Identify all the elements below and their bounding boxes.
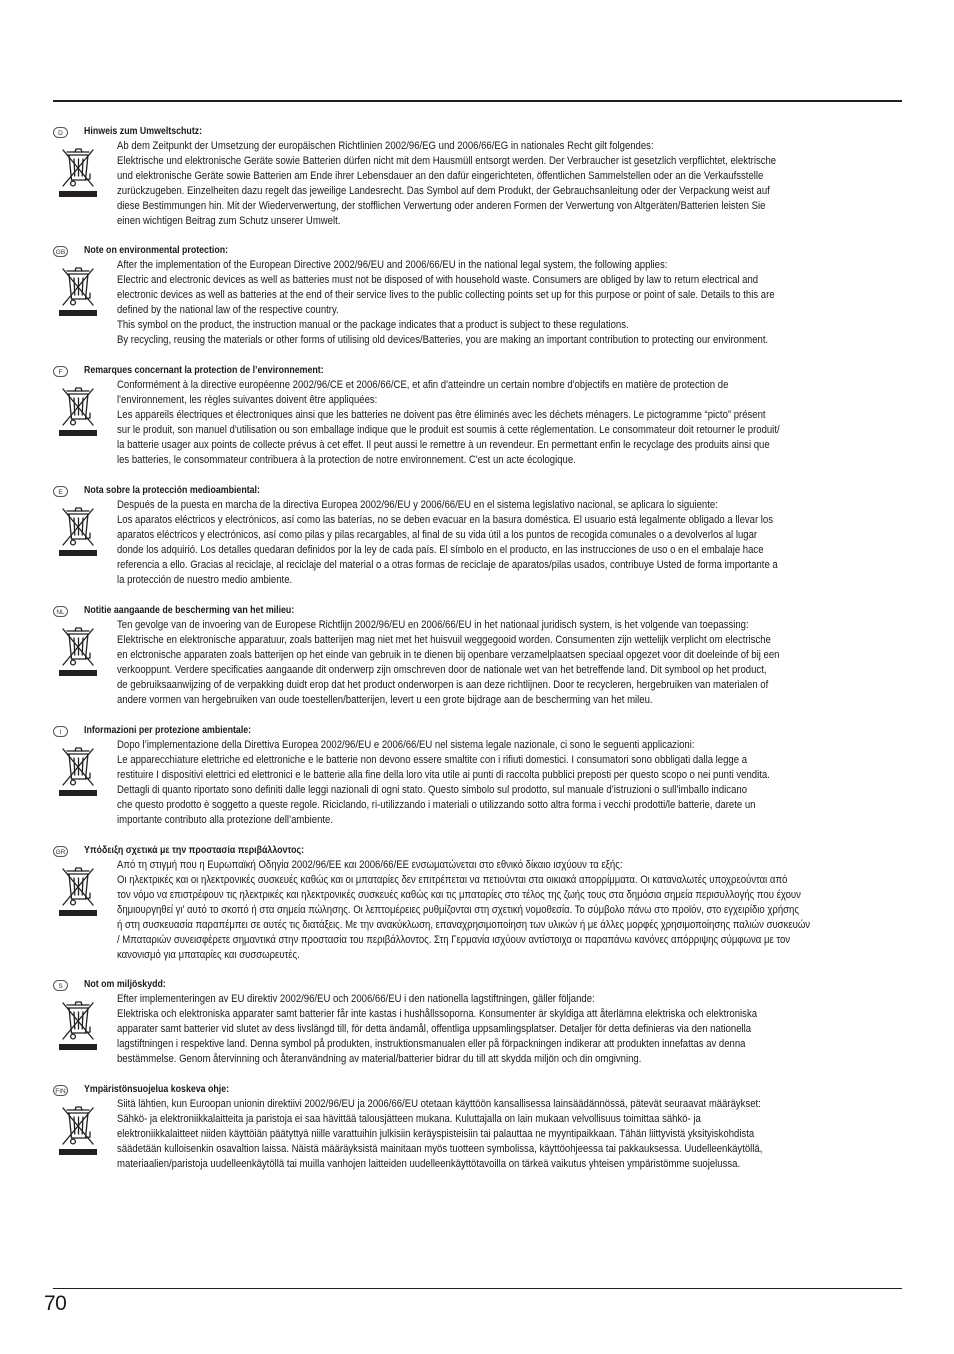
section-body — [117, 258, 904, 348]
crossed-out-wheelie-bin-icon — [58, 863, 98, 919]
language-code-badge: S — [53, 980, 68, 991]
body-line: einen wichtigen Beitrag zum Schutz unserer Umwelt. — [117, 215, 341, 227]
crossed-out-wheelie-bin-icon — [58, 263, 98, 319]
crossed-out-wheelie-bin-icon — [58, 1102, 98, 1158]
body-line: lagstiftningen i respektive land. Denna symbol på produkten, instruktionsmanualen eller på förpackningen indikerar att produkten innefattas av denna — [117, 1038, 746, 1050]
section-heading: Informazioni per protezione ambientale: — [84, 724, 252, 736]
body-line: Efter implementeringen av EU direktiv 2002/96/EU och 2006/66/EU i den nationella lagstiftningen, gäller följande: — [117, 993, 595, 1005]
body-line: bestämmelse. Genom återvinning och återanvändning av material/batterier bidrar du till att skydda miljön och din omgivning. — [117, 1053, 642, 1065]
top-rule — [53, 100, 902, 102]
body-line: importante contributo alla protezione dell’ambiente. — [117, 814, 334, 826]
body-line: Siitä lähtien, kun Euroopan unionin direktiivi 2002/96/EU ja 2006/66/EU otetaan käyttöön kansallisessa lainsäädännössä, pätevät seuraavat määräykset: — [117, 1098, 761, 1110]
body-line: elektroniikkalaitteet niiden käyttöiän päätyttyä niille varattuihin julkisiin keräyspisteisiin tai palauttaa ne myyntipaikkaan. Tähän liittyvistä yksityiskohdista — [117, 1128, 755, 1140]
language-code-badge: D — [53, 127, 68, 138]
body-line: defined by the national law of the respective country. — [117, 304, 339, 316]
body-line: che questo prodotto è soggetto a queste regole. Riciclando, ri-utilizzando i materiali o utilizzando sotto altra forma i vecchi prodotti/le batterie, darete un — [117, 799, 756, 811]
body-line: / Μπαταριών συνεισφέρετε σημαντικά στην προστασία του περιβάλλοντος. Στη Γερμανία ισχύουν αντίστοιχα οι παραπάνω κανόνες απόρριψης σύμφωνα με τον — [117, 934, 791, 946]
body-line: sur le produit, son manuel d'utilisation ou son emballage indique que le produit est soumis à cette réglementation. Le consommateur doit retourner le produit/ — [117, 424, 780, 436]
body-line: δημιουργηθεί γι' αυτό το σκοπό ή στα σημεία πώλησης. Οι λεπτομέρειες ρυθμίζονται στη σχετική νομοθεσία. Το σύμβολο πάνω στο προϊόν, στο εγχειρίδιο χρήσης — [117, 904, 799, 916]
body-line: und elektronische Geräte sowie Batterien am Ende ihrer Lebensdauer an den dafür eingerichteten, öffentlichen Sammelstellen oder an die Verkaufsstelle — [117, 170, 764, 182]
body-line: Después de la puesta en marcha de la directiva Europea 2002/96/EU y 2006/66/EU en el sistema legislativo nacional, se aplicara lo siguiente: — [117, 499, 718, 511]
crossed-out-wheelie-bin-icon — [58, 503, 98, 559]
body-line: By recycling, reusing the materials or other forms of utilising old devices/Batteries, you are making an important contribution to protecting our environment. — [117, 334, 769, 346]
body-line: Elektriska och elektroniska apparater samt batterier får inte kastas i hushållssoporna. Konsumenter är skyldiga att återlämna elektriska och elektroniska — [117, 1008, 758, 1020]
section-heading: Nota sobre la protección medioambiental: — [84, 484, 260, 496]
body-line: This symbol on the product, the instruction manual or the package indicates that a product is subject to these regulations. — [117, 319, 629, 331]
body-line: andere vormen van hergebruiken van oude toestellen/batterijen, levert u een grote bijdrage aan de bescherming van het mileu. — [117, 694, 653, 706]
body-line: Le apparecchiature elettriche ed elettroniche e le batterie non devono essere smaltite con i rifiuti domestici. I consumatori sono obbligati dalla legge a — [117, 754, 748, 766]
body-line: aparatos eléctricos y electrónicos, así como pilas y pilas recargables, al final de su vida útil a los puntos de recogida comunales o a devolverlos al lugar — [117, 529, 758, 541]
section-body — [117, 378, 904, 468]
body-line: After the implementation of the European Directive 2002/96/EU and 2006/66/EU in the national legal system, the following applies: — [117, 259, 668, 271]
body-line: Sähkö- ja elektroniikkalaitteita ja paristoja ei saa hävittää talousjätteen mukana. Kuluttajalla on lain mukaan velvollisuus toimittaa sähkö- ja — [117, 1113, 701, 1125]
crossed-out-wheelie-bin-icon — [58, 743, 98, 799]
body-line: Dopo l’implementazione della Direttiva Europea 2002/96/EU e 2006/66/EU nel sistema legale nazionale, ci sono le seguenti applicazioni: — [117, 739, 695, 751]
body-line: donde los adquirió. Los detalles quedaran definidos por la ley de cada país. El símbolo en el producto, en las instrucciones de uso o en el embalaje hace — [117, 544, 764, 556]
body-line: electronic devices as well as batteries at the end of their service lives to the public collecting points set up for this purpose or point of sale. Details to this are — [117, 289, 775, 301]
body-line: Ab dem Zeitpunkt der Umsetzung der europäischen Richtlinien 2002/96/EG und 2006/66/EG in nationales Recht gilt folgendes: — [117, 140, 654, 152]
body-line: τον νόμο να επιστρέφουν τις ηλεκτρικές και ηλεκτρονικές συσκευές καθώς και τις μπαταρίες στο τέλος της ζωής τους στα δημόσια σημεία περισυλλογής που έχουν — [117, 889, 801, 901]
bottom-rule — [53, 1288, 902, 1289]
language-code-badge: NL — [53, 606, 68, 617]
section-body — [117, 139, 904, 229]
language-code-badge: F — [53, 366, 68, 377]
body-line: Elektrische und elektronische Geräte sowie Batterien dürfen nicht mit dem Hausmüll entsorgt werden. Der Verbraucher ist gesetzlich verpflichtet, elektrische — [117, 155, 777, 167]
language-code-badge: I — [53, 726, 68, 737]
crossed-out-wheelie-bin-icon — [58, 623, 98, 679]
body-line: diese Bestimmungen hin. Mit der Wiederverwertung, der stofflichen Verwertung oder anderen Formen der Verwertung von Altgeräten/Batterien leisten Sie — [117, 200, 766, 212]
page-number: 70 — [44, 1292, 67, 1315]
body-line: säädetään kulloisenkin osavaltion laissa. Näistä määräyksistä mainitaan myös tuotteen symbolissa, käyttöohjeessa tai pakkauksessa. Uudelleenkäytöllä, — [117, 1143, 763, 1155]
body-line: ή στη συσκευασία παραπέμπει σε αυτές τις διατάξεις. Με την ανακύκλωση, επαναχρησιμοποίηση των υλικών ή με άλλες μορφές χρησιμοποίησης παλιών συσκευών — [117, 919, 811, 931]
body-line: zurückzugeben. Einzelheiten dazu regelt das jeweilige Landesrecht. Das Symbol auf dem Produkt, der Gebrauchsanleitung oder der Verpackung weist auf — [117, 185, 770, 197]
section-body — [117, 858, 904, 963]
language-code-badge: GB — [53, 246, 68, 257]
section-heading: Note on environmental protection: — [84, 244, 229, 256]
body-line: apparater samt batterier vid slutet av dess livslängd till, för detta ändamål, offentliga uppsamlingsplatser. Detaljer för detta definieras via den nationella — [117, 1023, 752, 1035]
section-heading: Υπόδειξη σχετικά με την προστασία περιβάλλοντος: — [84, 844, 305, 856]
body-line: referencia a ello. Gracias al reciclaje, al reciclaje del material o a otras formas de reciclaje de aparatos/pilas usados, contribuye Usted de forma importante a — [117, 559, 778, 571]
crossed-out-wheelie-bin-icon — [58, 383, 98, 439]
body-line: Elektrische en elektronische apparatuur, zoals batterijen mag niet met het huisvuil weggegooid worden. Consumenten zijn wettelijk verplicht om electrische — [117, 634, 771, 646]
body-line: l'environnement, les règles suivantes doivent être appliquées: — [117, 394, 378, 406]
body-line: Από τη στιγμή που η Ευρωπαϊκή Οδηγία 2002/96/ΕΕ και 2006/66/ΕΕ ενσωματώνεται στο εθνικό δίκαιο ισχύουν τα εξής: — [117, 859, 623, 871]
body-line: de gebruiksaanwijzing of de verpakking duidt erop dat het product onderworpen is aan deze richtlijnen. Door te recycleren, hergebruiken van materialen of — [117, 679, 769, 691]
crossed-out-wheelie-bin-icon — [58, 997, 98, 1053]
body-line: Conformément à la directive européenne 2002/96/CE et 2006/66/CE, et afin d'atteindre un certain nombre d'objectifs en matière de protection de — [117, 379, 729, 391]
body-line: Los aparatos eléctricos y electrónicos, así como las baterías, no se deben evacuar en la basura doméstica. El usuario está legalmente obligado a llevar los — [117, 514, 774, 526]
crossed-out-wheelie-bin-icon — [58, 144, 98, 200]
body-line: κανονισμό για μπαταρίες και συσσωρευτές. — [117, 949, 300, 961]
body-line: materiaalien/paristoja uudelleenkäytöllä tai muilla vanhojen laitteiden uudelleenkäyttötavoilla on tärkeä vaikutus yhteisen ympäristömme suojelussa. — [117, 1158, 741, 1170]
language-code-badge: GR — [53, 846, 68, 857]
body-line: la protección de nuestro medio ambiente. — [117, 574, 293, 586]
body-line: les batteries, le consommateur contribuera à la protection de notre environnement. C'est un acte écologique. — [117, 454, 576, 466]
section-heading: Notitie aangaande de bescherming van het milieu: — [84, 604, 295, 616]
body-line: Οι ηλεκτρικές και οι ηλεκτρονικές συσκευές καθώς και οι μπαταρίες δεν επιτρέπεται να πετιούνται στα οικιακά απορρίμματα. Οι καταναλωτές υποχρεούνται από — [117, 874, 788, 886]
section-heading: Ympäristönsuojelua koskeva ohje: — [84, 1083, 230, 1095]
section-body — [117, 738, 904, 828]
body-line: Ten gevolge van de invoering van de Europese Richtlijn 2002/96/EU en 2006/66/EU in het nationaal juridisch system, is het volgende van toepassing: — [117, 619, 749, 631]
body-line: Dettagli di quanto riportato sono definiti dalle leggi nazionali di ogni stato. Questo simbolo sul prodotto, sul manuale d’istruzioni o sull’imballo indicano — [117, 784, 748, 796]
language-code-badge: E — [53, 486, 68, 497]
body-line: Les appareils électriques et électroniques ainsi que les batteries ne doivent pas être éliminés avec les déchets ménagers. Le pictogramme “picto” présent — [117, 409, 766, 421]
body-line: restituire I dispositivi elettrici ed elettronici e le batterie alla fine della loro vita utile ai punti di raccolta pubblici preposti per questo scopo o nei punti vendita. — [117, 769, 770, 781]
body-line: verkooppunt. Verdere specificaties aangaande dit onderwerp zijn omschreven door de nationale wet van het betreffende land. Dit symbool op het product, — [117, 664, 767, 676]
body-line: Electric and electronic devices as well as batteries must not be disposed of with household waste. Consumers are obliged by law to return electrical and — [117, 274, 759, 286]
section-heading: Not om miljöskydd: — [84, 978, 166, 990]
section-body — [117, 498, 904, 588]
body-line: la batterie usager aux points de collecte prévus à cet effet. Il peut aussi le remettre à un revendeur. En permettant enfin le recyclage des produits ainsi que — [117, 439, 770, 451]
section-body — [117, 618, 904, 708]
body-line: en elctronische apparaten zoals batterijen op het einde van gebruik in te dienen bij openbare verzamelplaatsen speciaal opgezet voor dit doeleinde of bij een — [117, 649, 780, 661]
section-heading: Hinweis zum Umweltschutz: — [84, 125, 203, 137]
language-code-badge: FIN — [53, 1085, 68, 1096]
section-body — [117, 1097, 904, 1172]
section-body — [117, 992, 904, 1067]
section-heading: Remarques concernant la protection de l’environnement: — [84, 364, 324, 376]
